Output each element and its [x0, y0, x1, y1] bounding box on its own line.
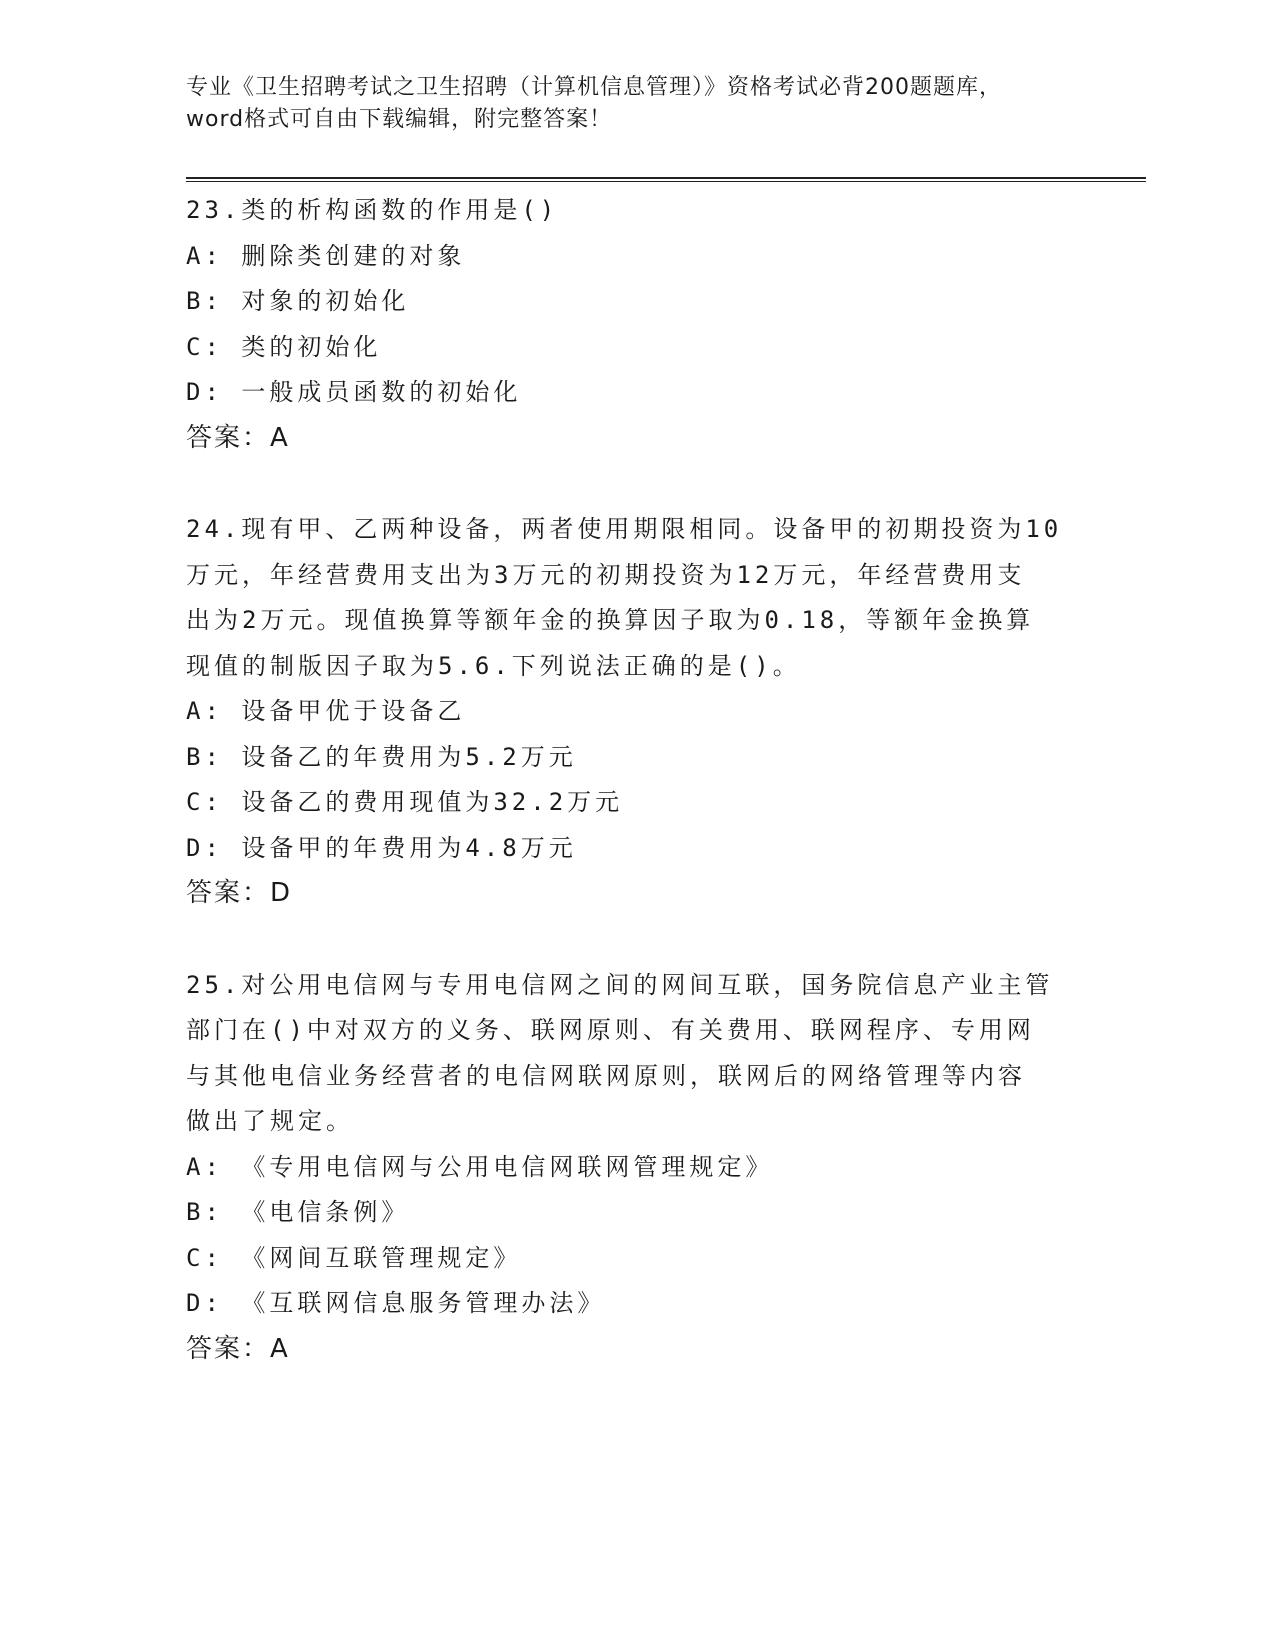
question-25	[186, 963, 1086, 1373]
option-a: A: 设备甲优于设备乙	[186, 697, 466, 725]
question-stem-line-2: 万元，年经营费用支出为3万元的初期投资为12万元，年经营费用支	[186, 560, 1026, 589]
option-b: B: 对象的初始化	[186, 287, 410, 315]
question-23	[186, 188, 1086, 461]
question-stem-line-1: 24.现有甲、乙两种设备，两者使用期限相同。设备甲的初期投资为10	[186, 515, 1063, 543]
answer-line: 答案：A	[186, 422, 290, 453]
option-a: A: 《专用电信网与公用电信网联网管理规定》	[186, 1152, 774, 1181]
answer-line: 答案：A	[186, 1333, 290, 1364]
option-c: C: 类的初始化	[186, 332, 382, 361]
answer-line: 答案：D	[186, 878, 293, 908]
question-stem-line-1: 25.对公用电信网与专用电信网之间的网间互联，国务院信息产业主管	[186, 970, 1054, 999]
option-c: C: 《网间互联管理规定》	[186, 1243, 522, 1272]
question-stem-line-3: 与其他电信业务经营者的电信网联网原则，联网后的网络管理等内容	[186, 1061, 1026, 1090]
header-divider-thin	[186, 181, 1146, 182]
question-stem: 23.类的析构函数的作用是()	[186, 196, 559, 224]
option-d: D: 一般成员函数的初始化	[186, 378, 522, 406]
option-d: D: 《互联网信息服务管理办法》	[186, 1289, 606, 1317]
option-b: B: 《电信条例》	[186, 1198, 410, 1226]
question-24	[186, 507, 1086, 917]
header-line-1: 专业《卫生招聘考试之卫生招聘（计算机信息管理）》资格考试必背200题题库，	[186, 75, 1002, 100]
option-d: D: 设备甲的年费用为4.8万元	[186, 833, 577, 862]
question-stem-line-3: 出为2万元。现值换算等额年金的换算因子取为0.18，等额年金换算	[186, 606, 1035, 634]
option-c: C: 设备乙的费用现值为32.2万元	[186, 788, 624, 816]
question-list	[186, 188, 1086, 1372]
document-header	[186, 72, 1086, 136]
option-b: B: 设备乙的年费用为5.2万元	[186, 742, 577, 771]
option-a: A: 删除类创建的对象	[186, 241, 466, 270]
question-stem-line-2: 部门在()中对双方的义务、联网原则、有关费用、联网程序、专用网	[186, 1016, 1035, 1044]
question-stem-line-4: 做出了规定。	[186, 1107, 354, 1135]
header-line-2: word格式可自由下载编辑，附完整答案！	[186, 107, 613, 132]
question-stem-line-4: 现值的制版因子取为5.6.下列说法正确的是()。	[186, 651, 801, 680]
header-divider-thick	[186, 177, 1146, 179]
